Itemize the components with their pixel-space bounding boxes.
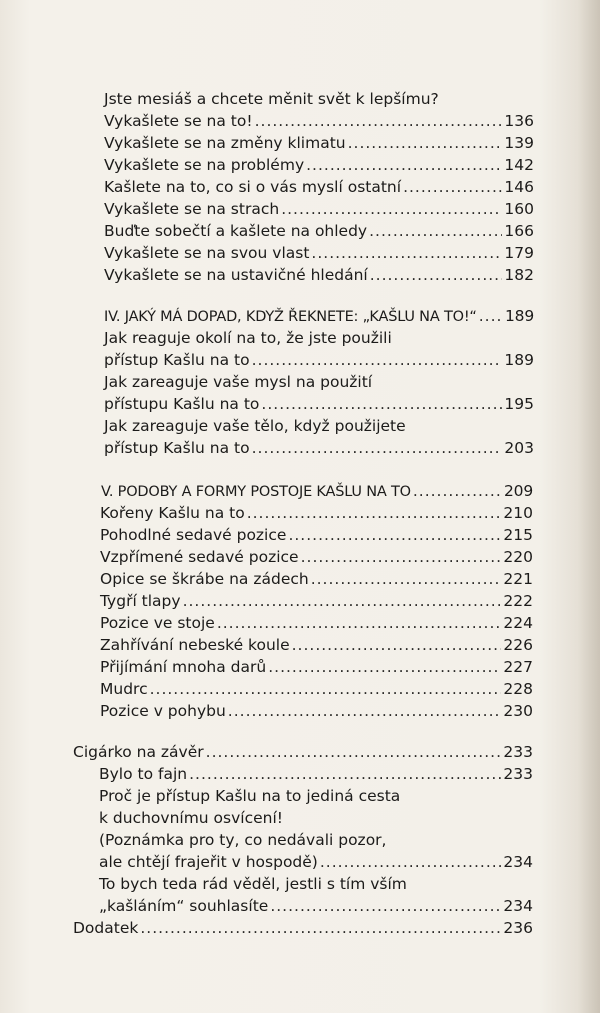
leader-dots [261,393,502,415]
toc-entry-page: 136 [504,112,534,130]
toc-entry-title: Zahřívání nebeské koule [100,636,290,654]
toc-entry-page: 222 [503,592,533,610]
leader-dots [252,437,503,459]
toc-entry-page: 142 [504,156,534,174]
toc-entry-title: Vykašlete se na problémy [104,156,305,174]
leader-dots [348,132,503,154]
toc-entry-page: 233 [503,743,533,761]
toc-entry-title: Vykašlete se na změny klimatu [104,134,346,152]
toc-entry[interactable] [100,502,533,524]
toc-entry[interactable] [104,198,534,220]
toc-entry[interactable] [99,851,533,873]
toc-entry-page: 139 [504,134,534,152]
leader-dots [183,590,502,612]
toc-entry-page: 226 [503,636,533,654]
leader-dots [320,851,502,873]
leader-dots [150,678,502,700]
toc-entry-page: 189 [505,307,534,325]
toc-entry[interactable] [100,612,533,634]
toc-entry-title: přístupu Kašlu na to [104,395,260,413]
toc-entry[interactable] [100,656,533,678]
toc-entry[interactable] [100,700,533,722]
toc-entry[interactable] [104,154,534,176]
toc-entry-title: Tygří tlapy [100,592,181,610]
toc-entry-title: Vykašlete se na strach [104,200,280,218]
toc-entry[interactable] [100,524,533,546]
toc-entry[interactable] [100,568,533,590]
leader-dots [228,700,502,722]
toc-entry-text: Jak zareaguje vaše tělo, když použijete [104,417,406,435]
toc-entry-title: IV. JAKÝ MÁ DOPAD, KDYŽ ŘEKNETE: „KAŠLU NA TO!“ [104,309,477,325]
toc-entry[interactable] [104,437,534,459]
toc-entry[interactable] [73,917,533,939]
toc-entry[interactable] [99,763,533,785]
leader-dots [403,176,502,198]
toc-entry-title: Bylo to fajn [99,765,188,783]
leader-dots [268,656,501,678]
toc-entry-page: 166 [504,222,534,240]
toc-entry-text: Jak reaguje okolí na to, že jste použili [104,329,392,347]
toc-entry-title: Mudrc [100,680,148,698]
toc-entry-page: 182 [504,266,534,284]
toc-entry-page: 203 [504,439,534,457]
toc-chapter-heading[interactable] [104,305,534,328]
toc-entry[interactable] [99,895,533,917]
toc-entry-title: Opice se škrábe na zádech [100,570,309,588]
leader-dots [311,568,502,590]
page-edge-shadow [578,0,600,1013]
toc-entry-page: 236 [503,919,533,937]
leader-dots [370,264,503,286]
toc-entry[interactable] [104,349,534,371]
toc-entry-page: 215 [503,526,533,544]
toc-entry-page: 146 [504,178,534,196]
toc-entry[interactable] [104,132,534,154]
toc-entry-text: To bych teda rád věděl, jestli s tím vším [99,875,407,893]
leader-dots [369,220,502,242]
toc-entry-page: 179 [504,244,534,262]
toc-entry-page: 227 [503,658,533,676]
toc-entry-title: přístup Kašlu na to [104,439,250,457]
toc-entry[interactable] [73,741,533,763]
toc-entry-title: Pozice v pohybu [100,702,226,720]
toc-entry[interactable] [100,590,533,612]
toc-entry[interactable] [104,176,534,198]
toc-entry-page: 160 [504,200,534,218]
leader-dots [252,349,503,371]
toc-entry-title: Dodatek [73,919,139,937]
toc-entry-text: Proč je přístup Kašlu na to jediná cesta [99,787,401,805]
toc-entry-page: 221 [503,570,533,588]
leader-dots [413,480,502,502]
leader-dots [281,198,502,220]
leader-dots [306,154,502,176]
toc-entry-text: Jste mesiáš a chcete měnit svět k lepšímu? [104,90,439,108]
toc-entry-title: Vzpřímené sedavé pozice [100,548,299,566]
toc-entry-page: 209 [504,482,533,500]
toc-entry-page: 233 [503,765,533,783]
toc-entry-title: přístup Kašlu na to [104,351,250,369]
toc-entry-title: Cigárko na závěr [73,743,204,761]
toc-entry-title: Vykašlete se na svou vlast [104,244,310,262]
toc-entry-page: 210 [503,504,533,522]
toc-entry-page: 195 [504,395,534,413]
leader-dots [479,305,503,327]
leader-dots [247,502,502,524]
toc-entry[interactable] [104,110,534,132]
toc-entry[interactable] [100,546,533,568]
toc-entry-text: (Poznámka pro ty, co nedávali pozor, [99,831,387,849]
leader-dots [189,763,501,785]
toc-entry-title: „kašláním“ souhlasíte [99,897,269,915]
toc-entry-page: 220 [503,548,533,566]
toc-entry-page: 230 [503,702,533,720]
leader-dots [206,741,502,763]
leader-dots [288,524,501,546]
toc-entry-page: 189 [504,351,534,369]
toc-entry-title: Kašlete na to, co si o vás myslí ostatní [104,178,402,196]
toc-entry-page: 224 [503,614,533,632]
toc-entry-title: Buďte sobečtí a kašlete na ohledy [104,222,368,240]
toc-entry-title: V. PODOBY A FORMY POSTOJE KAŠLU NA TO [101,484,411,500]
toc-entry-page: 234 [503,853,533,871]
toc-entry-text: k duchovnímu osvícení! [99,809,283,827]
toc-entry-page: 228 [503,680,533,698]
leader-dots [311,242,502,264]
toc-entry[interactable] [100,634,533,656]
leader-dots [292,634,502,656]
toc-entry-title: Pohodlné sedavé pozice [100,526,287,544]
toc-entry[interactable] [100,678,533,700]
toc-entry-title: Vykašlete se na ustavičné hledání [104,266,368,284]
toc-entry-page: 234 [503,897,533,915]
toc-entry-title: ale chtějí frajeřit v hospodě) [99,853,318,871]
leader-dots [270,895,501,917]
leader-dots [140,917,501,939]
toc-entry-title: Přijímání mnoha darů [100,658,267,676]
toc-entry-title: Pozice ve stoje [100,614,215,632]
leader-dots [255,110,503,132]
toc-entry[interactable] [104,242,534,264]
toc-entry[interactable] [104,393,534,415]
leader-dots [217,612,502,634]
leader-dots [301,546,502,568]
toc-entry-text: Jak zareaguje vaše mysl na použití [104,373,373,391]
toc-entry[interactable] [104,264,534,286]
toc-entry-title: Vykašlete se na to! [104,112,253,130]
toc-entry[interactable] [104,220,534,242]
toc-entry-title: Kořeny Kašlu na to [100,504,245,522]
toc-chapter-heading[interactable] [101,480,533,503]
